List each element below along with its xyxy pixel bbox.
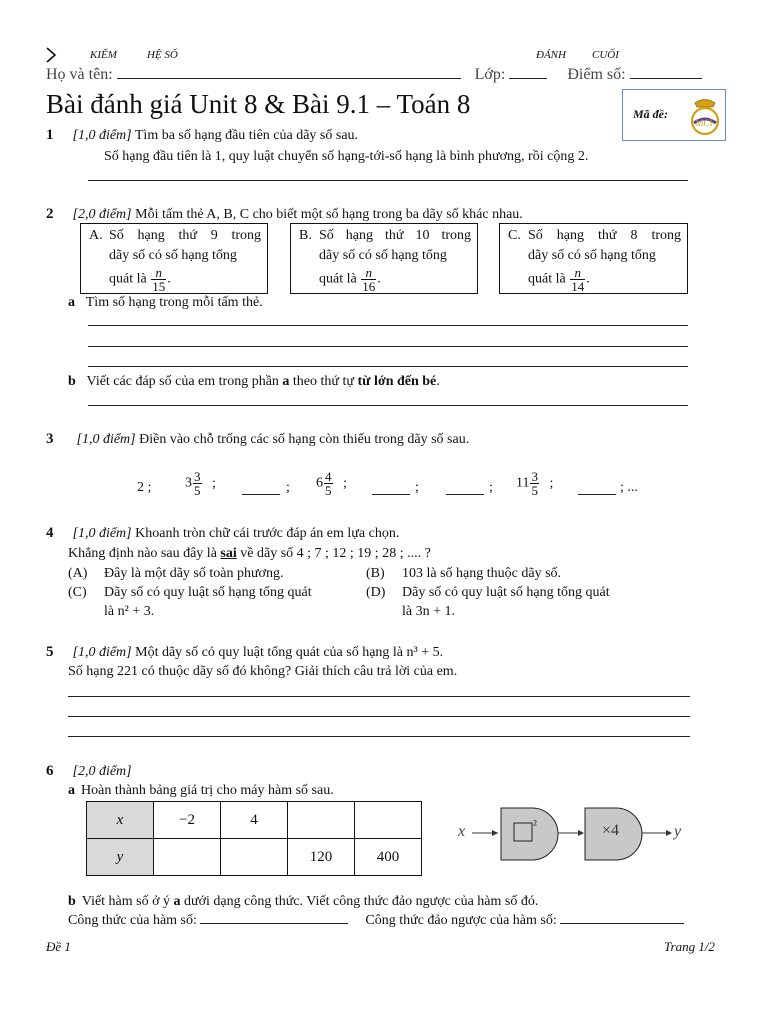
header-word-cuoi: CUỐI — [592, 49, 619, 61]
answer-line[interactable] — [88, 366, 688, 367]
formula-line — [68, 911, 684, 930]
score-label: Điểm số: — [567, 66, 626, 83]
class-field[interactable] — [509, 78, 547, 79]
machine-multiply-op: ×4 — [602, 822, 620, 839]
question-points: [1,0 điểm] — [76, 432, 136, 447]
question-3 — [46, 430, 469, 449]
question-points: [1,0 điểm] — [72, 645, 132, 660]
table-cell[interactable] — [288, 802, 355, 839]
answer-line[interactable] — [68, 736, 690, 737]
seq-blank[interactable] — [372, 482, 410, 495]
option-a[interactable]: (A) Đây là một dãy số toàn phương. — [68, 566, 284, 581]
answer-line[interactable] — [88, 405, 688, 406]
part-text: Tìm số hạng trong mỗi tấm thẻ. — [85, 295, 263, 310]
question-6a: a Hoàn thành bảng giá trị cho máy hàm số sau. — [68, 783, 334, 798]
card-fraction: $\frac{n}{14}$ — [571, 265, 585, 294]
answer-line[interactable] — [88, 325, 688, 326]
card-line: Số hạng thứ 9 trong — [109, 228, 261, 243]
part-label: a — [68, 295, 75, 310]
seq-blank[interactable] — [242, 482, 280, 495]
question-5-line2: Số hạng 221 có thuộc dãy số đó không? Giải thích câu trả lời của em. — [68, 664, 458, 679]
card-c: C. Số hạng thứ 8 trong dãy số có số hạng tổng quát là $\frac{n}{14}$ . — [499, 223, 688, 294]
seq-separator: ; — [286, 480, 290, 495]
footer-exam-code: Đề 1 — [46, 939, 71, 954]
question-text: Điền vào chỗ trống các số hạng còn thiếu trong dãy số sau. — [139, 432, 470, 447]
question-2b — [68, 372, 440, 391]
question-text: Tìm ba số hạng đầu tiên của dãy số sau. — [134, 128, 359, 143]
formula-label: Công thức của hàm số: — [68, 913, 197, 928]
header-word-kiem: KIỂM — [90, 49, 117, 61]
answer-line[interactable] — [68, 696, 690, 697]
inverse-formula-label: Công thức đảo ngược của hàm số: — [365, 913, 557, 928]
part-text-bold: từ lớn đến bé — [357, 374, 437, 389]
card-line: dãy số có số hạng tổng — [528, 248, 656, 263]
question-points: [1,0 điểm] — [72, 526, 132, 541]
page-title: Bài đánh giá Unit 8 & Bài 9.1 – Toán 8 — [46, 89, 471, 119]
seq-term: 6 $\frac{4}{5}$ ; — [316, 469, 347, 498]
machine-input-label: x — [458, 823, 466, 840]
seq-separator: ; — [489, 480, 493, 495]
question-number: 3 — [46, 431, 54, 447]
question-number: 1 — [46, 127, 54, 143]
question-4-line2: Khẳng định nào sau đây là sai về dãy số 4 ; 7 ; 12 ; 19 ; 28 ; .... ? — [68, 546, 431, 561]
card-b: B. Số hạng thứ 10 trong dãy số có số hạng tổng quát là $\frac{n}{16}$ . — [290, 223, 478, 294]
header-word-heso: HỆ SỐ — [147, 49, 178, 61]
question-number: 5 — [46, 644, 54, 660]
question-number: 6 — [46, 763, 54, 779]
value-table — [86, 801, 422, 876]
question-text: Một dãy số có quy luật tổng quát của số hạng là n³ + 5. — [135, 645, 444, 660]
score-field[interactable] — [630, 78, 702, 79]
part-text: . — [436, 374, 440, 389]
student-info-line — [46, 66, 702, 84]
card-line: dãy số có số hạng tổng — [319, 248, 447, 263]
question-4 — [46, 524, 399, 543]
table-cell: 120 — [288, 839, 355, 876]
name-field[interactable] — [117, 78, 461, 79]
formula-field[interactable] — [200, 923, 348, 924]
card-letter: B. — [299, 228, 312, 243]
seq-separator: ; — [415, 480, 419, 495]
question-6b: b Viết hàm số ở ý a dưới dạng công thức. Viết công thức đảo ngược của hàm số đó. — [68, 894, 539, 909]
class-label: Lớp: — [474, 66, 506, 83]
table-cell: y — [87, 839, 154, 876]
table-row-y — [87, 839, 422, 876]
svg-text:MCF: MCF — [695, 118, 715, 128]
seq-term: 11 $\frac{3}{5}$ ; — [516, 469, 554, 498]
question-text: Khoanh tròn chữ cái trước đáp án em lựa chọn. — [135, 526, 400, 541]
card-line: quát là — [528, 271, 566, 287]
card-line: quát là — [109, 271, 147, 287]
question-points: [2,0 điểm] — [72, 764, 132, 779]
question-number: 2 — [46, 206, 54, 222]
machine-output-label: y — [674, 823, 682, 840]
question-text: Mỗi tấm thẻ A, B, C cho biết một số hạng trong ba dãy số khác nhau. — [135, 207, 523, 222]
table-cell: 400 — [355, 839, 422, 876]
option-b[interactable]: (B) 103 là số hạng thuộc dãy số. — [366, 566, 562, 581]
question-points: [2,0 điểm] — [72, 207, 132, 222]
card-fraction: $\frac{n}{16}$ — [362, 265, 376, 294]
question-2 — [46, 205, 523, 224]
table-row-x — [87, 802, 422, 839]
name-label: Họ và tên: — [46, 66, 113, 83]
seq-term: 2 ; — [137, 480, 152, 495]
question-points: [1,0 điểm] — [72, 128, 132, 143]
answer-line[interactable] — [88, 180, 688, 181]
part-text-bold: a — [282, 374, 290, 389]
card-letter: A. — [89, 228, 103, 243]
seq-end: ; ... — [620, 480, 638, 495]
answer-line[interactable] — [88, 346, 688, 347]
header-word-danh: ĐÁNH — [536, 49, 566, 61]
question-6 — [46, 762, 132, 781]
card-line: dãy số có số hạng tổng — [109, 248, 237, 263]
option-c[interactable]: (C) Dãy số có quy luật số hạng tổng quát là n² + 3. — [68, 585, 312, 619]
part-text: theo thứ tự — [292, 374, 354, 389]
card-line: Số hạng thứ 10 trong — [319, 228, 471, 243]
answer-line[interactable] — [68, 716, 690, 717]
question-number: 4 — [46, 525, 54, 541]
exam-code-box — [622, 89, 726, 141]
machine-square-op: ² — [533, 817, 537, 832]
part-label: b — [68, 374, 76, 389]
part-text: Viết các đáp số của em trong phần — [86, 374, 279, 389]
sequence-row — [0, 468, 768, 508]
function-machine — [450, 800, 690, 870]
question-1 — [46, 126, 358, 145]
club-crest-logo — [687, 95, 723, 142]
exam-code-label: Mã đề: — [633, 107, 668, 121]
seq-blank[interactable] — [446, 482, 484, 495]
table-cell: 4 — [221, 802, 288, 839]
question-5 — [46, 643, 443, 662]
card-letter: C. — [508, 228, 521, 243]
table-cell[interactable] — [154, 839, 221, 876]
table-cell[interactable] — [355, 802, 422, 839]
table-cell: −2 — [154, 802, 221, 839]
table-cell: x — [87, 802, 154, 839]
seq-term: 3 $\frac{3}{5}$ ; — [185, 469, 216, 498]
table-cell[interactable] — [221, 839, 288, 876]
card-fraction: $\frac{n}{15}$ — [152, 265, 166, 294]
footer-page-number: Trang 1/2 — [664, 939, 715, 954]
card-a: A. Số hạng thứ 9 trong dãy số có số hạng tổng quát là $\frac{n}{15}$ . — [80, 223, 268, 294]
question-1-line2: Số hạng đầu tiên là 1, quy luật chuyển số hạng-tới-số hạng là bình phương, rồi cộng 2. — [104, 149, 589, 164]
option-d[interactable]: (D) Dãy số có quy luật số hạng tổng quát là 3n + 1. — [366, 585, 610, 619]
card-line: quát là — [319, 271, 357, 287]
card-line: Số hạng thứ 8 trong — [528, 228, 681, 243]
inverse-formula-field[interactable] — [560, 923, 684, 924]
question-2a — [68, 293, 263, 312]
seq-blank[interactable] — [578, 482, 616, 495]
